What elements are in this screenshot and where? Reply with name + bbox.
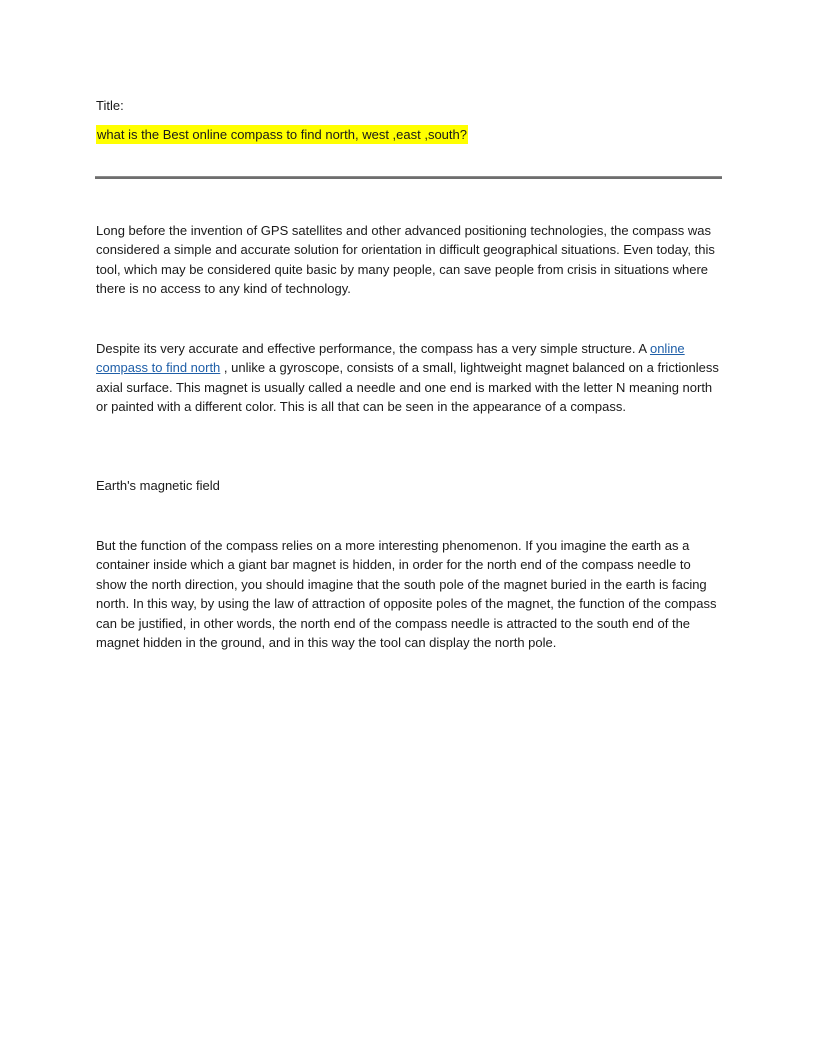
horizontal-divider — [95, 176, 722, 179]
paragraph-structure-text-after: , unlike a gyroscope, consists of a small, lightweight magnet balanced on a frictionless axial surface. This magnet is usually called a needle and one end is marked with the letter N meaning north or painted with a different color. This is all that can be seen in the appearance of a compass. — [96, 360, 719, 415]
paragraph-intro: Long before the invention of GPS satellites and other advanced positioning technologies, the compass was considered a simple and accurate solution for orientation in difficult geographical situations. Even today, this tool, which may be considered quite basic by many people, can save people from crisis in situations where there is no access to any kind of technology. — [96, 223, 715, 297]
title-label: Title: — [96, 98, 124, 113]
subheading-magnetic-field: Earth's magnetic field — [96, 478, 220, 493]
online-compass-link[interactable]: online compass to find north — [96, 341, 685, 376]
paragraph-structure — [96, 339, 722, 417]
title-text: what is the Best online compass to find north, west ,east ,south? — [97, 127, 467, 142]
paragraph-function: But the function of the compass relies on a more interesting phenomenon. If you imagine the earth as a container inside which a giant bar magnet is hidden, in order for the north end of the compass needle to show the north direction, you should imagine that the south pole of the magnet buried in the earth is facing north. In this way, by using the law of attraction of opposite poles of the magnet, the function of the compass can be justified, in other words, the north end of the compass needle is attracted to the south end of the magnet hidden in the ground, and in this way the tool can display the north pole. — [96, 538, 717, 651]
paragraph-structure-text-before: Despite its very accurate and effective performance, the compass has a very simple structure. A — [96, 341, 650, 356]
